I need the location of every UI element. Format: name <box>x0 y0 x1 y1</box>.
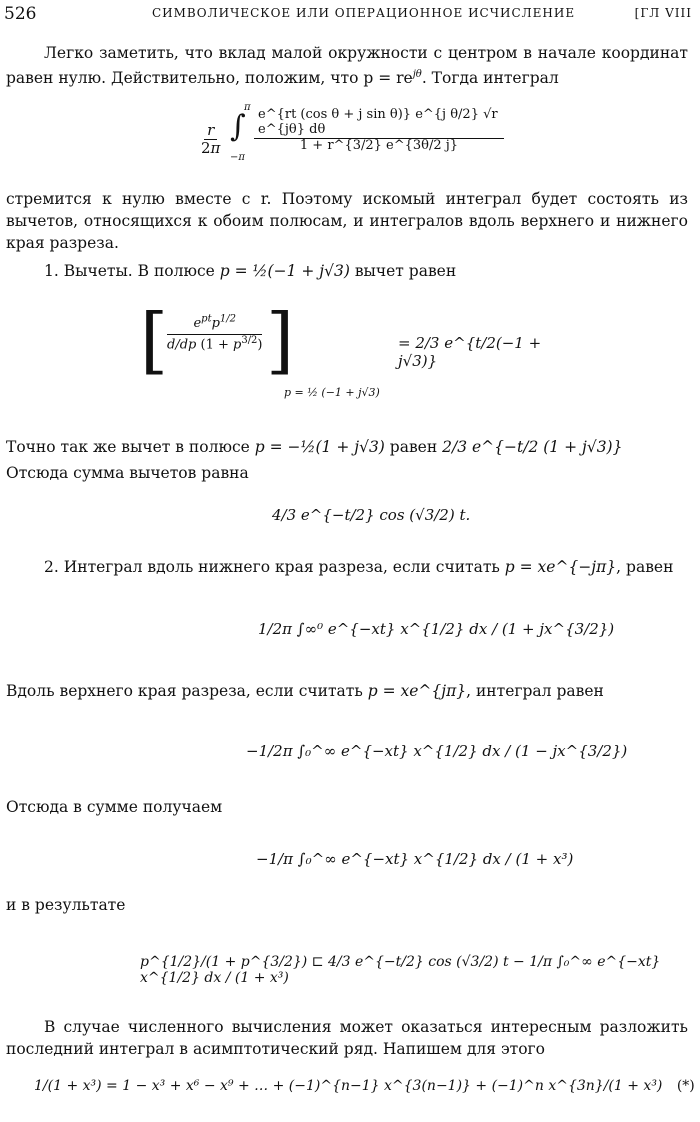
equation-tag: (*) <box>676 1078 695 1094</box>
equation-residue-1: [ $e^{pt}p^{1/2}$ d/dp $(1 + p^{3/2})$ ] p = ½ (−1 + j√3) = 2/3 e^{t/2(−1 + j√3)} <box>140 298 542 399</box>
equation-sum-residues: 4/3 e^{−t/2} cos (√3/2) t. <box>272 506 471 524</box>
equation-small-circle-integral: $\frac{r}{2\pi}$ ∫ π −π $\frac{\text{e\textasciicircum{}\{rt (cos θ + j sin θ)\} e\textasciicircum{}\{j θ/2\} √r e\textasciicircum{}\{jθ\} dθ}}{1 + r\^{}\{3/2\} e\^{}\{3\theta/2 j\}}$ <box>196 100 506 184</box>
paragraph-3: Точно так же вычет в полюсе p = −½(1 + j√3) равен 2/3 e^{−t/2 (1 + j√3)} <box>6 438 623 456</box>
page-header <box>4 4 692 24</box>
equation-upper-edge: −1/2π ∫₀^∞ e^{−xt} x^{1/2} dx / (1 − jx^{3/2}) <box>246 742 628 760</box>
equation-edge-sum: −1/π ∫₀^∞ e^{−xt} x^{1/2} dx / (1 + x³) <box>256 850 574 868</box>
item-2-lower-edge: 2. Интеграл вдоль нижнего края разреза, если считать p = xe^{−jπ}, равен <box>44 558 674 576</box>
equation-lower-edge: 1/2π ∫∞⁰ e^{−xt} x^{1/2} dx / (1 + jx^{3/2}) <box>258 620 615 638</box>
paragraph-2: стремится к нулю вместе с r. Поэтому искомый интеграл будет состоять из вычетов, относящихся к обоим полюсам, и интегралов вдоль верхнего и нижнего края разреза. <box>6 190 688 252</box>
paragraph-6: Отсюда в сумме получаем <box>6 798 223 816</box>
chapter-label: [ГЛ VIII <box>634 6 692 20</box>
item-1-residues: 1. Вычеты. В полюсе p = ½(−1 + j√3) вычет равен <box>44 262 457 280</box>
paragraph-1: Легко заметить, что вклад малой окружности с центром в начале координат равен нулю. Действительно, положим, что $p = re^{j\theta}$. Тогда интеграл <box>6 44 688 88</box>
equation-result: p^{1/2}/(1 + p^{3/2}) ⊏ 4/3 e^{−t/2} cos (√3/2) t − 1/π ∫₀^∞ e^{−xt} x^{1/2} dx / (1 + x³) <box>140 954 661 986</box>
paragraph-5: Вдоль верхнего края разреза, если считать p = xe^{jπ}, интеграл равен <box>6 682 604 700</box>
page-number: 526 <box>4 4 37 24</box>
equation-series: 1/(1 + x³) = 1 − x³ + x⁶ − x⁹ + … + (−1)^{n−1} x^{3(n−1)} + (−1)^n x^{3n}/(1 + x³) (*) <box>34 1078 695 1094</box>
paragraph-7: и в результате <box>6 896 126 914</box>
paragraph-4: Отсюда сумма вычетов равна <box>6 464 249 482</box>
running-title: СИМВОЛИЧЕСКОЕ ИЛИ ОПЕРАЦИОННОЕ ИСЧИСЛЕНИЕ <box>152 6 576 20</box>
paragraph-8: В случае численного вычисления может оказаться интересным разложить последний интеграл в асимптотический ряд. Напишем для этого <box>6 1018 688 1058</box>
